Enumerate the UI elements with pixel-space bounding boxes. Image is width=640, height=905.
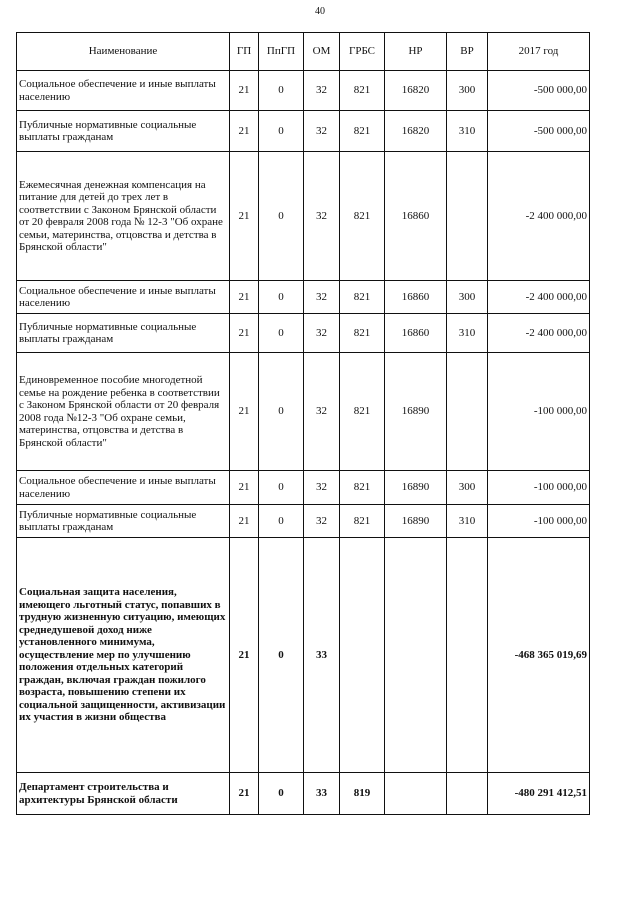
row-nr: 16890 [385,353,447,471]
row-amount: -500 000,00 [488,111,590,152]
row-amount: -2 400 000,00 [488,281,590,314]
row-om: 32 [304,353,340,471]
row-grbs: 821 [340,111,385,152]
header-nr: НР [385,33,447,71]
row-nr [385,538,447,773]
row-ppgp: 0 [259,281,304,314]
row-om: 33 [304,773,340,815]
row-nr: 16820 [385,111,447,152]
row-ppgp: 0 [259,152,304,281]
row-om: 33 [304,538,340,773]
row-name: Социальное обеспечение и иные выплаты населению [17,471,230,505]
row-amount: -100 000,00 [488,471,590,505]
row-gp: 21 [230,71,259,111]
row-ppgp: 0 [259,111,304,152]
row-grbs: 821 [340,353,385,471]
row-grbs: 821 [340,471,385,505]
row-name: Публичные нормативные социальные выплаты гражданам [17,505,230,538]
row-name: Ежемесячная денежная компенсация на питание для детей до трех лет в соответствии с Законом Брянской области от 20 февраля 2008 года № 12-3 "Об охране семьи, материнства, отцовства и детства в Брянской области" [17,152,230,281]
row-gp: 21 [230,111,259,152]
row-grbs: 821 [340,314,385,353]
table-row [17,505,590,538]
row-om: 32 [304,111,340,152]
row-vr: 310 [447,314,488,353]
row-grbs [340,538,385,773]
row-gp: 21 [230,314,259,353]
row-nr: 16890 [385,505,447,538]
row-amount: -100 000,00 [488,353,590,471]
row-vr [447,773,488,815]
row-nr: 16860 [385,152,447,281]
row-vr [447,353,488,471]
row-amount: -468 365 019,69 [488,538,590,773]
budget-table [16,32,590,815]
row-gp: 21 [230,281,259,314]
row-nr [385,773,447,815]
header-name: Наименование [17,33,230,71]
table-row [17,71,590,111]
row-amount: -500 000,00 [488,71,590,111]
row-ppgp: 0 [259,314,304,353]
row-ppgp: 0 [259,538,304,773]
row-nr: 16860 [385,281,447,314]
table-row [17,314,590,353]
row-gp: 21 [230,353,259,471]
row-name: Публичные нормативные социальные выплаты гражданам [17,314,230,353]
row-grbs: 821 [340,152,385,281]
row-amount: -100 000,00 [488,505,590,538]
row-vr: 310 [447,111,488,152]
row-name: Публичные нормативные социальные выплаты гражданам [17,111,230,152]
row-gp: 21 [230,773,259,815]
row-vr: 300 [447,471,488,505]
header-ppgp: ПпГП [259,33,304,71]
row-nr: 16860 [385,314,447,353]
row-ppgp: 0 [259,505,304,538]
row-om: 32 [304,152,340,281]
row-ppgp: 0 [259,353,304,471]
row-om: 32 [304,281,340,314]
row-om: 32 [304,471,340,505]
row-grbs: 821 [340,505,385,538]
row-amount: -2 400 000,00 [488,152,590,281]
table-row [17,773,590,815]
page-number: 40 [315,6,325,17]
row-om: 32 [304,505,340,538]
row-grbs: 821 [340,281,385,314]
row-amount: -480 291 412,51 [488,773,590,815]
row-om: 32 [304,71,340,111]
row-gp: 21 [230,152,259,281]
header-gp: ГП [230,33,259,71]
header-grbs: ГРБС [340,33,385,71]
row-name: Социальное обеспечение и иные выплаты населению [17,281,230,314]
row-vr: 300 [447,281,488,314]
header-vr: ВР [447,33,488,71]
row-gp: 21 [230,471,259,505]
row-name: Департамент строительства и архитектуры Брянской области [17,773,230,815]
row-gp: 21 [230,505,259,538]
row-vr [447,538,488,773]
table-row [17,152,590,281]
row-om: 32 [304,314,340,353]
table-row [17,353,590,471]
row-vr: 300 [447,71,488,111]
header-om: ОМ [304,33,340,71]
table-header-row [17,33,590,71]
table-row [17,471,590,505]
row-vr: 310 [447,505,488,538]
row-amount: -2 400 000,00 [488,314,590,353]
table-row [17,281,590,314]
table-row [17,111,590,152]
row-ppgp: 0 [259,71,304,111]
row-nr: 16820 [385,71,447,111]
row-gp: 21 [230,538,259,773]
header-year: 2017 год [488,33,590,71]
row-vr [447,152,488,281]
row-grbs: 819 [340,773,385,815]
row-grbs: 821 [340,71,385,111]
row-name: Единовременное пособие многодетной семье на рождение ребенка в соответствии с Законом Брянской области от 20 февраля 2008 года №12-3 "Об охране семьи, материнства, отцовства и детства в Брянской области" [17,353,230,471]
row-name: Социальное обеспечение и иные выплаты населению [17,71,230,111]
row-ppgp: 0 [259,471,304,505]
row-name: Социальная защита населения, имеющего льготный статус, попавших в трудную жизненную ситуацию, имеющих среднедушевой доход ниже установленного минимума, осуществление мер по улучшению положения отдельных категорий граждан, включая граждан пожилого возраста, повышению степени их социальной защищенности, активизации их участия в жизни общества [17,538,230,773]
table-row [17,538,590,773]
row-ppgp: 0 [259,773,304,815]
row-nr: 16890 [385,471,447,505]
